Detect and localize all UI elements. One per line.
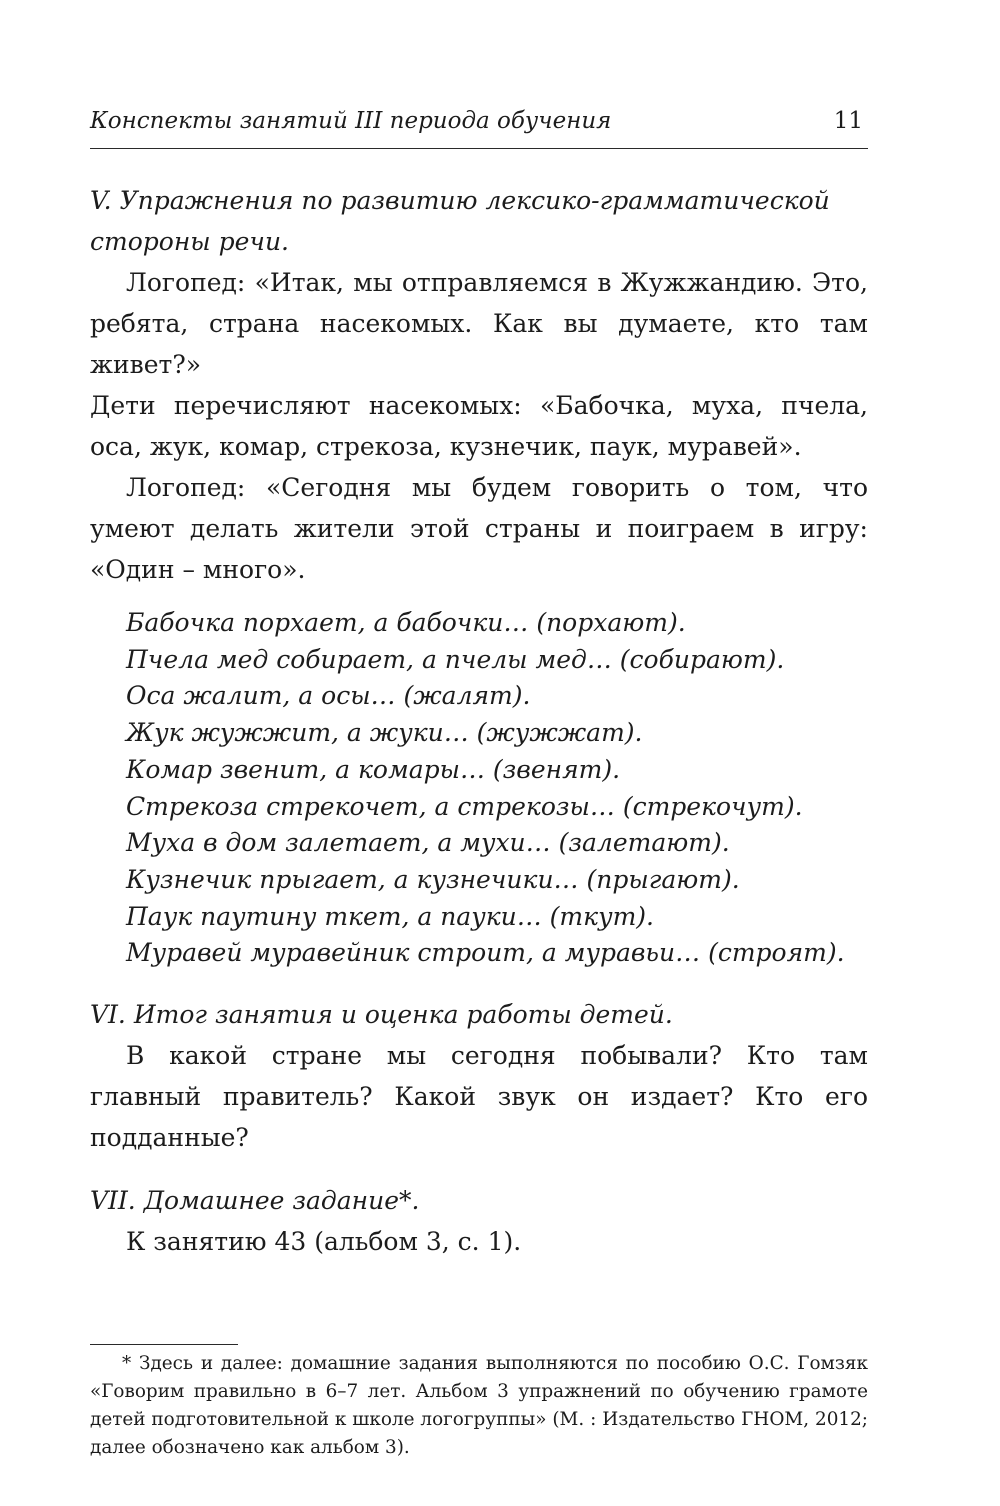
example-line: Пчела мед собирает, а пчелы мед… (собирают).: [126, 644, 785, 674]
example-line: Муха в дом залетает, а мухи… (залетают).: [126, 828, 730, 858]
section-v-paragraph-2: Дети перечисляют насекомых: «Бабочка, муха, пчела, оса, жук, комар, стрекоза, кузнечик, паук, муравей».: [90, 391, 868, 461]
example-line: Паук паутину ткет, а пауки… (ткут).: [126, 901, 654, 931]
header-rule: [90, 148, 868, 149]
section-v-paragraph-3: Логопед: «Сегодня мы будем говорить о том, что умеют делать жители этой страны и поиграем в игру: «Один – много».: [90, 473, 868, 584]
page-body: [90, 180, 868, 1262]
section-v-paragraph-1: Логопед: «Итак, мы отправляемся в Жужжандию. Это, ребята, страна насекомых. Как вы думаете, кто там живет?»: [90, 268, 868, 379]
examples-list: [126, 605, 868, 972]
running-head: [90, 104, 868, 138]
section-vii-heading: VII. Домашнее задание*.: [90, 1186, 420, 1216]
example-line: Стрекоза стрекочет, а стрекозы… (стрекочут).: [126, 791, 803, 821]
section-v-heading: V. Упражнения по развитию лексико-грамматической стороны речи.: [90, 186, 830, 256]
example-line: Муравей муравейник строит, а муравьи… (строят).: [126, 938, 845, 968]
running-title: Конспекты занятий III периода обучения: [90, 108, 612, 134]
example-line: Оса жалит, а осы… (жалят).: [126, 681, 531, 711]
example-line: Жук жужжит, а жуки… (жужжат).: [126, 718, 643, 748]
section-vii-paragraph: К занятию 43 (альбом 3, с. 1).: [126, 1227, 522, 1257]
page-number: 11: [833, 108, 863, 134]
section-vi-heading: VI. Итог занятия и оценка работы детей.: [90, 1000, 673, 1030]
example-line: Комар звенит, а комары… (звенят).: [126, 754, 621, 784]
example-line: Бабочка порхает, а бабочки… (порхают).: [126, 608, 686, 637]
example-line: Кузнечик прыгает, а кузнечики… (прыгают).: [126, 864, 740, 894]
footnote-rule: [90, 1344, 238, 1345]
section-vi-paragraph: В какой стране мы сегодня побывали? Кто там главный правитель? Какой звук он издает? Кто его подданные?: [90, 1041, 868, 1153]
footnote: * Здесь и далее: домашние задания выполняются по пособию О.С. Гомзяк «Говорим правильно в 6–7 лет. Альбом 3 упражнений по обучению грамоте детей подготовительной к школе логогруппы» (М. : Издательство ГНОМ, 2012; далее обозначено как альбом 3).: [90, 1353, 868, 1458]
